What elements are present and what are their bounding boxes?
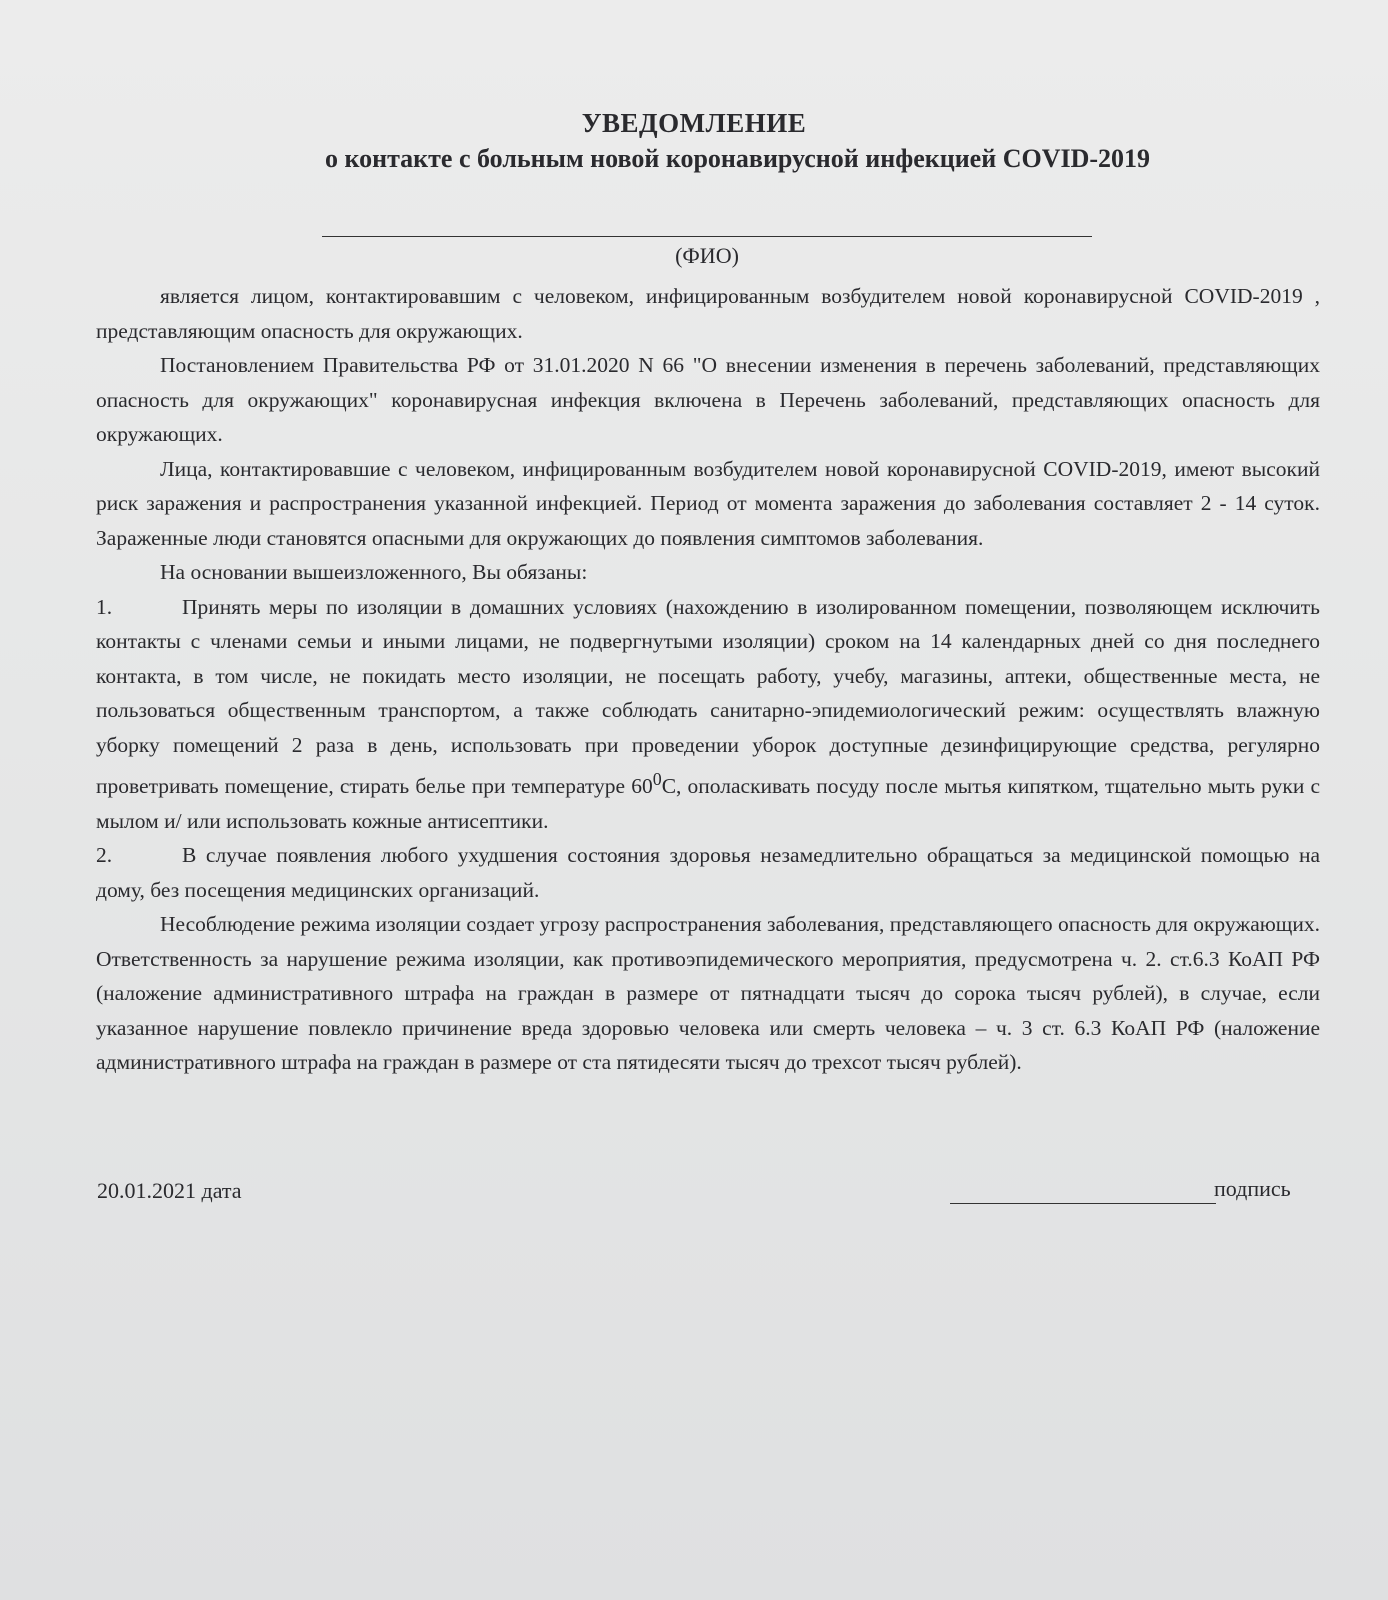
paragraph-liability: Несоблюдение режима изоляции создает угрозу распространения заболевания, представляющего опасность для окружающих. Ответственность за нарушение режима изоляции, как противоэпидемического мероприятия, предусмотрена ч. 2. ст.6.3 КоАП РФ (наложение административного штрафа на граждан в размере от пятнадцати тысяч до сорока тысяч рублей), в случае, если указанное нарушение повлекло причинение вреда здоровью человека или смерть человека – ч. 3 ст. 6.3 КоАП РФ (наложение административного штрафа на граждан в размере от ста пятидесяти тысяч до трехсот тысяч рублей). xyxy=(96,912,1320,1075)
signature-underline xyxy=(950,1203,1216,1204)
document-title: УВЕДОМЛЕНИЕ xyxy=(581,108,807,138)
paragraph-risk-info: Лица, контактировавшие с человеком, инфицированным возбудителем новой коронавирусной COVID-2019, имеют высокий риск заражения и распространения указанной инфекцией. Период от момента заражения до заболевания составляет 2 - 14 суток. Зараженные люди становятся опасными для окружающих до появления симптомов заболевания. xyxy=(96,456,1320,550)
date-field: 20.01.2021 дата xyxy=(97,1178,242,1203)
paragraph-contact-status: является лицом, контактировавшим с человеком, инфицированным возбудителем новой коронавирусной COVID-2019 , представляющим опасность для окружающих. xyxy=(96,284,1320,343)
paragraph-government-decree: Постановлением Правительства РФ от 31.01.2020 N 66 "О внесении изменения в перечень заболеваний, представляющих опасность для окружающих" коронавирусная инфекция включена в Перечень заболеваний, представляющих опасность для окружающих. xyxy=(96,353,1320,446)
list-item-text: В случае появления любого ухудшения состояния здоровья незамедлительно обращаться за медицинской помощью на дому, без посещения медицинских организаций. xyxy=(96,843,1320,902)
fio-label: (ФИО) xyxy=(675,243,739,268)
document-subtitle: о контакте с больным новой коронавирусной инфекцией COVID-2019 xyxy=(324,144,1151,173)
list-item-text-continued: С, ополаскивать посуду после мытья кипятком, тщательно мыть руки с мылом и/ или использовать кожные антисептики. xyxy=(96,774,1321,833)
list-item-number: 2. xyxy=(96,843,113,868)
document-body xyxy=(96,279,1320,1080)
degree-superscript: 0 xyxy=(652,769,662,789)
fio-underline xyxy=(322,236,1092,237)
signature-label: подпись xyxy=(1214,1176,1291,1201)
list-item-isolation xyxy=(96,590,1320,839)
list-item-medical-help xyxy=(96,838,1320,907)
paragraph-obligations-intro: На основании вышеизложенного, Вы обязаны: xyxy=(160,560,588,584)
list-item-text: Принять меры по изоляции в домашних условиях (нахождению в изолированном помещении, позволяющем исключить контакты с членами семьи и иными лицами, не подвергнутыми изоляции) сроком на 14 календарных дней со дня последнего контакта, в том числе, не покидать место изоляции, не посещать работу, учебу, магазины, аптеки, общественные места, не пользоваться общественным транспортом, а также соблюдать санитарно-эпидемиологический режим: осуществлять влажную уборку помещений 2 раза в день, использовать при проведении уборок доступные дезинфицирующие средства, регулярно проветривать помещение, стирать белье при температуре 60 xyxy=(96,594,1320,799)
list-item-number: 1. xyxy=(96,594,113,619)
